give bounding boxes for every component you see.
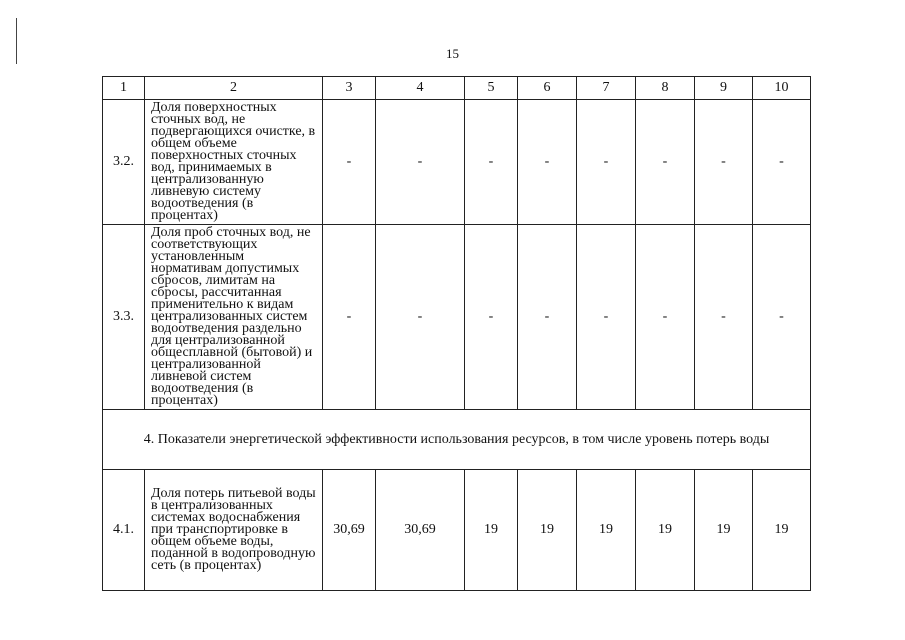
value-cell: 19 [636,470,695,591]
row-description: Доля потерь питьевой воды в централизованных системах водоснабжения при транспортировке в общем объеме воды, поданной в водопроводную сеть (в процентах) [145,470,323,591]
value-cell: - [518,225,577,410]
value-cell: 30,69 [376,470,465,591]
value-cell: - [695,225,753,410]
value-cell: - [695,100,753,225]
header-cell: 5 [465,77,518,100]
row-number: 3.2. [103,100,145,225]
header-cell: 9 [695,77,753,100]
row-description: Доля проб сточных вод, не соответствующих установленным нормативам допустимых сбросов, лимитам на сбросы, рассчитанная применительно к видам централизованных систем водоотведения раздельно для централизованной общесплавной (бытовой) и централизованной ливневой систем водоотведения (в процентах) [145,225,323,410]
value-cell: 19 [518,470,577,591]
value-cell: - [465,100,518,225]
row-description: Доля поверхностных сточных вод, не подвергающихся очистке, в общем объеме поверхностных сточных вод, принимаемых в централизованную ливневую систему водоотведения (в процентах) [145,100,323,225]
value-cell: - [323,100,376,225]
row-number: 4.1. [103,470,145,591]
header-cell: 10 [753,77,811,100]
value-cell: - [518,100,577,225]
value-cell: - [323,225,376,410]
header-cell: 2 [145,77,323,100]
header-cell: 8 [636,77,695,100]
header-cell: 7 [577,77,636,100]
value-cell: 19 [577,470,636,591]
table-header-row [103,77,811,100]
section-title: 4. Показатели энергетической эффективности использования ресурсов, в том числе уровень потерь воды [103,410,811,470]
value-cell: - [636,225,695,410]
indicators-table [102,76,811,591]
value-cell: - [753,225,811,410]
value-cell: - [577,100,636,225]
row-number: 3.3. [103,225,145,410]
value-cell: 30,69 [323,470,376,591]
value-cell: 19 [465,470,518,591]
table-row [103,470,811,591]
value-cell: - [465,225,518,410]
header-cell: 6 [518,77,577,100]
table-row [103,100,811,225]
header-cell: 4 [376,77,465,100]
value-cell: - [636,100,695,225]
value-cell: - [753,100,811,225]
value-cell: - [376,100,465,225]
header-cell: 1 [103,77,145,100]
header-cell: 3 [323,77,376,100]
page-number: 15 [446,46,459,61]
value-cell: 19 [695,470,753,591]
value-cell: - [577,225,636,410]
value-cell: - [376,225,465,410]
table-row [103,225,811,410]
section-row [103,410,811,470]
value-cell: 19 [753,470,811,591]
